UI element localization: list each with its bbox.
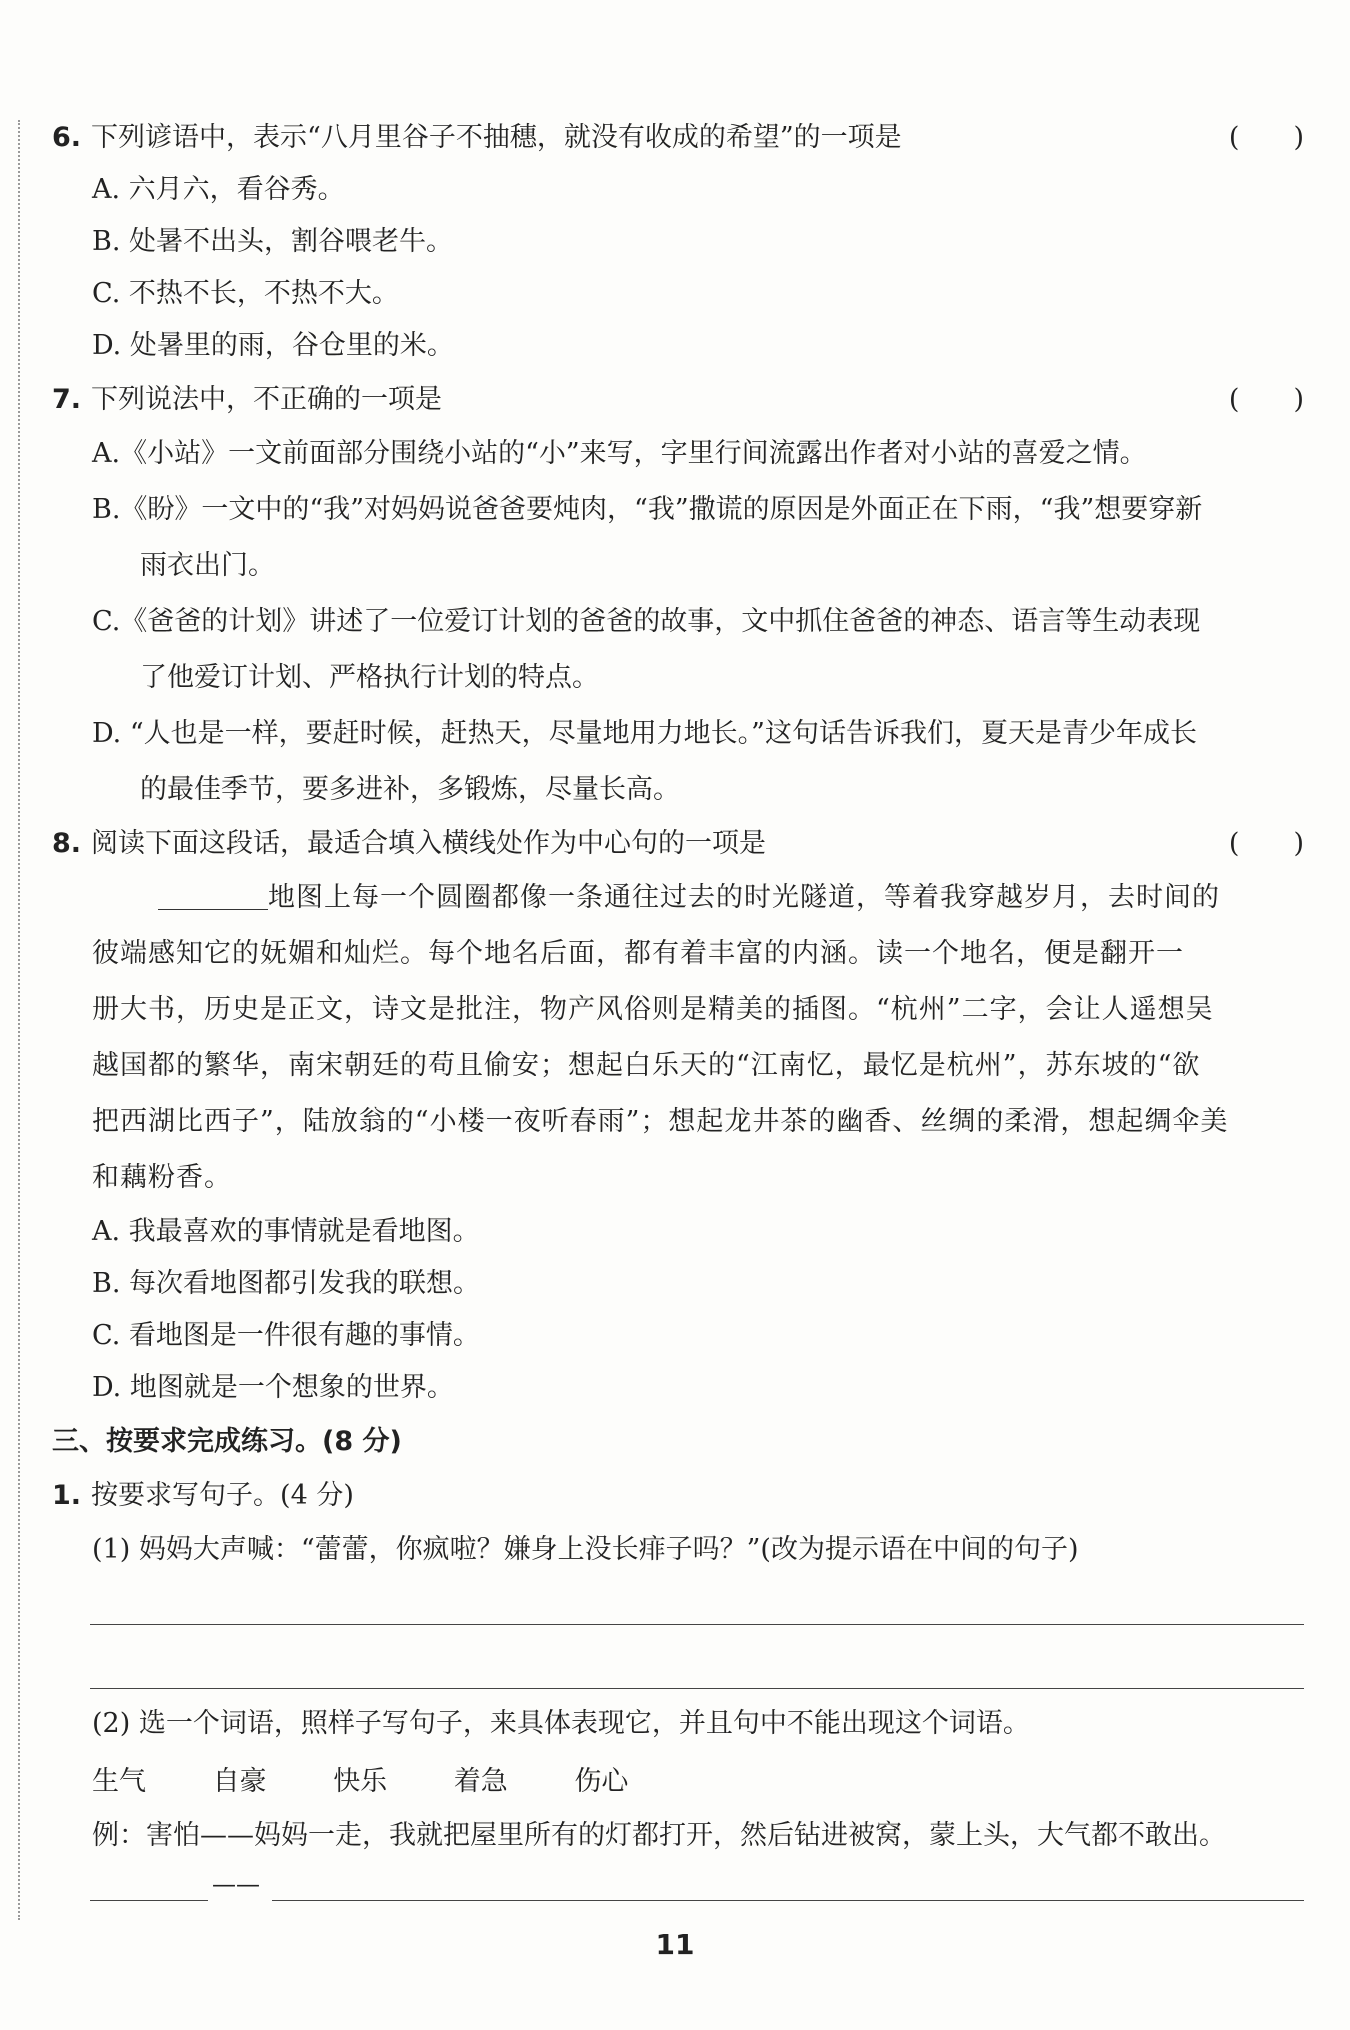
word-option: 自豪 [212,1766,267,1797]
option-a: A.《小站》一文前面部分围绕小站的“小”来写，字里行间流露出作者对小站的喜爱之情。 [92,438,1147,469]
option-c-continued: 了他爱订计划、严格执行计划的特点。 [140,662,599,693]
option-a: A. 我最喜欢的事情就是看地图。 [92,1216,480,1247]
sub-question-1: (1) 妈妈大声喊：“蕾蕾，你疯啦？嫌身上没长痱子吗？”(改为提示语在中间的句子) [92,1534,1079,1565]
question-7-stem [52,382,442,418]
passage-text: 地图上每一个圆圈都像一条通往过去的时光隧道，等着我穿越岁月，去时间的 [268,882,1220,913]
word-option: 伤心 [574,1766,629,1797]
passage-line-2: 彼端感知它的妩媚和灿烂。每个地名后面，都有着丰富的内涵。读一个地名，便是翻开一 [92,938,1184,969]
answer-line[interactable] [90,1624,1304,1625]
question-text: 按要求写句子。(4 分) [91,1480,354,1511]
word-answer-line[interactable] [90,1900,208,1901]
fill-in-blank[interactable] [158,885,268,910]
option-d: D. “人也是一样，要赶时候，赶热天，尽量地用力地长。”这句话告诉我们，夏天是青少年成长 [92,718,1197,749]
question-number: 1. [52,1480,82,1511]
option-b-continued: 雨衣出门。 [140,550,275,581]
question-number: 7. [52,384,82,415]
passage-line-1 [158,880,1220,916]
question-number: 6. [52,122,82,153]
passage-line-3: 册大书，历史是正文，诗文是批注，物产风俗则是精美的插图。“杭州”二字，会让人遥想吴 [92,994,1214,1025]
dash-separator: —— [212,1870,260,1898]
word-option: 快乐 [333,1766,388,1797]
option-d: D. 处暑里的雨，谷仓里的米。 [92,330,454,361]
option-c: C.《爸爸的计划》讲述了一位爱订计划的爸爸的故事，文中抓住爸爸的神态、语言等生动表现 [92,606,1201,637]
answer-bracket[interactable]: ( ) [1228,384,1304,415]
question-text: 阅读下面这段话，最适合填入横线处作为中心句的一项是 [91,828,767,859]
sentence-answer-line[interactable] [272,1900,1304,1901]
page-number: 11 [655,1928,695,1961]
option-d-continued: 的最佳季节，要多进补，多锻炼，尽量长高。 [140,774,680,805]
question-text: 下列说法中，不正确的一项是 [91,384,443,415]
option-d: D. 地图就是一个想象的世界。 [92,1372,454,1403]
answer-bracket[interactable]: ( ) [1228,122,1304,153]
word-option: 生气 [92,1766,146,1797]
answer-bracket[interactable]: ( ) [1228,828,1304,859]
option-c: C. 不热不长，不热不大。 [92,278,399,309]
option-a: A. 六月六，看谷秀。 [92,174,345,205]
sub-question-2: (2) 选一个词语，照样子写句子，来具体表现它，并且句中不能出现这个词语。 [92,1708,1030,1739]
passage-line-6: 和藕粉香。 [92,1162,232,1193]
word-choices [92,1764,686,1800]
question-8-stem [52,826,766,862]
passage-line-5: 把西湖比西子”，陆放翁的“小楼一夜听春雨”；想起龙井茶的幽香、丝绸的柔滑，想起绸伞美 [92,1106,1229,1137]
example-sentence: 例：害怕——妈妈一走，我就把屋里所有的灯都打开，然后钻进被窝，蒙上头，大气都不敢出。 [92,1820,1226,1851]
option-b: B.《盼》一文中的“我”对妈妈说爸爸要炖肉，“我”撒谎的原因是外面正在下雨，“我”想要穿新 [92,494,1203,525]
option-c: C. 看地图是一件很有趣的事情。 [92,1320,480,1351]
option-b: B. 处暑不出头，割谷喂老牛。 [92,226,454,257]
question-text: 下列谚语中，表示“八月里谷子不抽穗，就没有收成的希望”的一项是 [91,122,902,153]
option-b: B. 每次看地图都引发我的联想。 [92,1268,481,1299]
word-option: 着急 [453,1766,508,1797]
exercise-1-stem [52,1478,354,1514]
question-number: 8. [52,828,82,859]
question-6-stem [52,120,902,156]
section-heading: 三、按要求完成练习。(8 分) [52,1426,402,1457]
answer-line[interactable] [90,1688,1304,1689]
passage-line-4: 越国都的繁华，南宋朝廷的苟且偷安；想起白乐天的“江南忆，最忆是杭州”，苏东坡的“欲 [92,1050,1201,1081]
